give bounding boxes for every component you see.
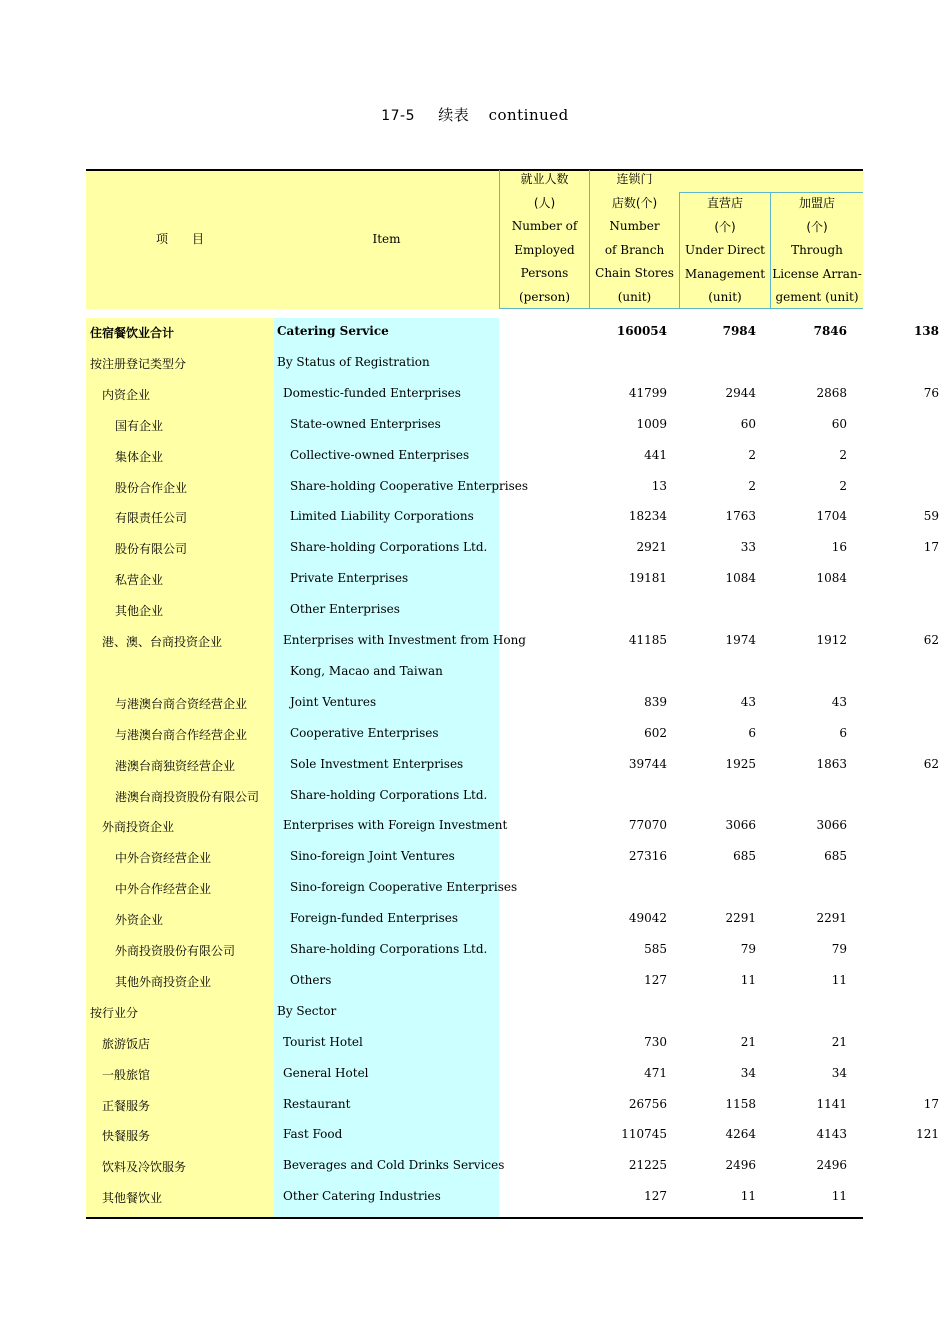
- row-value: 127: [644, 1189, 667, 1204]
- row-label-zh: 旅游饭店: [102, 1036, 151, 1051]
- row-value: 441: [644, 447, 667, 462]
- row-value: 43: [831, 694, 847, 709]
- row-value: 59: [923, 509, 939, 524]
- row-value: 21: [740, 1034, 756, 1049]
- row-label-zh: 其他外商投资企业: [115, 974, 212, 989]
- row-value: 21225: [628, 1158, 667, 1173]
- row-value: 76: [923, 385, 939, 400]
- row-value: 685: [733, 849, 756, 864]
- row-value: 1863: [816, 756, 847, 771]
- bottom-rule: [86, 1217, 863, 1219]
- table-row: [86, 595, 863, 626]
- row-value: 685: [824, 849, 847, 864]
- row-value: 127: [644, 972, 667, 987]
- table-row: [86, 379, 939, 410]
- row-label-en: Share-holding Corporations Ltd.: [290, 942, 488, 956]
- row-label-en: Share-holding Cooperative Enterprises: [290, 478, 529, 493]
- row-value: 16: [831, 540, 847, 555]
- row-value: 2: [839, 478, 847, 493]
- table-row: [86, 317, 939, 348]
- title-en: continued: [488, 106, 569, 124]
- row-label-en: Cooperative Enterprises: [290, 725, 439, 740]
- title-zh: 续表: [438, 106, 470, 124]
- table-row: [86, 1120, 939, 1151]
- row-label-en: Beverages and Cold Drinks Services: [283, 1158, 505, 1173]
- row-label-zh: 中外合资经营企业: [115, 851, 212, 866]
- row-label-zh: 股份有限公司: [115, 542, 188, 557]
- header-item-zh: 项 目: [155, 232, 204, 246]
- row-label-zh: 有限责任公司: [115, 511, 188, 526]
- row-value: 1084: [816, 571, 847, 586]
- row-value: 471: [644, 1065, 667, 1080]
- row-label-en: By Sector: [277, 1003, 337, 1018]
- row-label-en: Joint Ventures: [290, 694, 377, 709]
- row-label-zh: 住宿餐饮业合计: [90, 326, 175, 340]
- row-label-zh: 股份合作企业: [115, 480, 188, 495]
- row-label-zh: 集体企业: [115, 449, 164, 464]
- row-value: 4143: [816, 1127, 847, 1142]
- row-value: 62: [923, 633, 939, 647]
- row-value: 1704: [816, 509, 847, 524]
- table-row: [86, 626, 939, 657]
- header-license-arrangement: 加盟店 (个) Through License Arran- gement (unit): [772, 196, 862, 304]
- row-value: 1912: [816, 633, 847, 647]
- row-value: 2496: [725, 1158, 756, 1173]
- row-value: 18234: [628, 509, 667, 524]
- row-label-zh: 其他企业: [115, 604, 164, 619]
- row-value: 1158: [725, 1096, 756, 1111]
- table-row: [86, 811, 863, 842]
- row-value: 60: [831, 416, 847, 431]
- row-value: 26756: [628, 1096, 667, 1111]
- table-row: [86, 873, 863, 904]
- table-row: [86, 688, 863, 719]
- row-label-zh: 与港澳台商合作经营企业: [115, 727, 248, 742]
- row-value: 49042: [628, 911, 667, 926]
- row-value: 6: [748, 725, 756, 740]
- row-label-en: General Hotel: [283, 1065, 369, 1080]
- table-row: [86, 1151, 863, 1182]
- row-value: 11: [740, 972, 756, 987]
- row-label-zh: 外商投资企业: [102, 820, 175, 835]
- row-value: 7846: [813, 324, 847, 338]
- row-value: 1974: [725, 633, 756, 647]
- table-number: 17-5: [381, 108, 415, 124]
- top-rule: [86, 169, 863, 171]
- table-row: [86, 472, 863, 503]
- row-label-en: Sino-foreign Joint Ventures: [290, 849, 455, 864]
- table-row: [86, 1182, 863, 1213]
- table-row: [86, 904, 863, 935]
- table-row: [86, 750, 939, 781]
- row-label-zh: 港澳台商投资股份有限公司: [115, 789, 260, 804]
- header-direct-management: 直营店 (个) Under Direct Management (unit): [684, 196, 766, 304]
- row-label-en: Fast Food: [283, 1127, 343, 1142]
- row-label-en: Collective-owned Enterprises: [290, 447, 470, 462]
- row-label-zh: 饮料及冷饮服务: [102, 1160, 187, 1175]
- row-value: 2291: [725, 911, 756, 926]
- row-value: 160054: [616, 324, 667, 338]
- row-label-en: Sole Investment Enterprises: [290, 756, 464, 771]
- table-row: [86, 842, 863, 873]
- row-value: 2921: [636, 540, 667, 555]
- row-value: 41185: [628, 633, 667, 647]
- row-label-zh: 外资企业: [115, 913, 164, 928]
- row-label-zh: 按行业分: [90, 1005, 139, 1020]
- row-value: 34: [831, 1065, 847, 1080]
- row-value: 11: [740, 1189, 756, 1204]
- table-row: [86, 533, 939, 564]
- row-value: 730: [644, 1034, 667, 1049]
- row-value: 1009: [636, 416, 667, 431]
- row-value: 3066: [725, 818, 756, 833]
- table-row: [86, 1059, 863, 1090]
- row-value: 2291: [816, 911, 847, 926]
- row-value: 33: [740, 540, 756, 555]
- row-value: 2: [839, 447, 847, 462]
- row-label-en: Other Enterprises: [290, 602, 400, 617]
- row-label-en: Domestic-funded Enterprises: [283, 385, 461, 400]
- row-value: 11: [831, 1189, 847, 1204]
- table-row: [86, 966, 863, 997]
- row-label-zh: 港澳台商独资经营企业: [115, 758, 236, 773]
- row-label-zh: 私营企业: [115, 573, 164, 588]
- table-row: [86, 1090, 939, 1121]
- row-value: 4264: [725, 1127, 756, 1142]
- row-label-en: Limited Liability Corporations: [290, 509, 474, 524]
- row-value: 19181: [628, 571, 667, 586]
- row-value: 585: [644, 942, 667, 956]
- row-value: 2: [748, 478, 756, 493]
- row-label-en: Restaurant: [283, 1096, 351, 1111]
- row-value: 6: [839, 725, 847, 740]
- row-value: 41799: [628, 385, 667, 400]
- table-row: [86, 657, 863, 688]
- row-label-en: State-owned Enterprises: [290, 416, 441, 431]
- row-label-zh: 一般旅馆: [102, 1067, 151, 1082]
- row-label-en: Other Catering Industries: [283, 1189, 441, 1204]
- row-label-en: Kong, Macao and Taiwan: [290, 663, 443, 678]
- table-row: [86, 935, 863, 966]
- row-value: 60: [740, 416, 756, 431]
- table-row: [86, 348, 863, 379]
- table-row: [86, 1028, 863, 1059]
- row-label-en: Others: [290, 972, 332, 987]
- table-row: [86, 502, 939, 533]
- header-branch-chain-stores: 连锁门 店数(个) Number of Branch Chain Stores (unit): [595, 172, 674, 304]
- row-value: 602: [644, 725, 667, 740]
- row-label-zh: 正餐服务: [102, 1098, 151, 1113]
- table-row: [86, 781, 863, 812]
- row-value: 39744: [628, 756, 667, 771]
- table-title: [0, 104, 950, 125]
- row-label-en: Enterprises with Foreign Investment: [283, 818, 508, 833]
- row-value: 27316: [628, 849, 667, 864]
- row-label-en: Foreign-funded Enterprises: [290, 911, 459, 926]
- row-value: 1084: [725, 571, 756, 586]
- row-value: 43: [740, 694, 756, 709]
- row-value: 110745: [621, 1127, 667, 1142]
- row-value: 2944: [725, 385, 756, 400]
- table-row: [86, 719, 863, 750]
- header-employed-persons: 就业人数 (人) Number of Employed Persons (person): [511, 172, 578, 304]
- row-label-en: Sino-foreign Cooperative Enterprises: [290, 880, 518, 895]
- table-row: [86, 997, 863, 1028]
- row-value: 1925: [725, 756, 756, 771]
- table-row: [86, 410, 863, 441]
- row-value: 7984: [722, 324, 756, 338]
- table-row: [86, 441, 863, 472]
- row-value: 1763: [725, 509, 756, 524]
- row-label-zh: 国有企业: [115, 418, 164, 433]
- row-value: 11: [831, 972, 847, 987]
- row-label-zh: 与港澳台商合资经营企业: [115, 696, 248, 711]
- table-row: [86, 564, 863, 595]
- row-value: 2496: [816, 1158, 847, 1173]
- row-value: 1141: [816, 1096, 847, 1111]
- row-value: 62: [923, 756, 939, 771]
- row-value: 34: [740, 1065, 756, 1080]
- row-value: 17: [923, 540, 939, 555]
- row-label-en: Catering Service: [277, 324, 389, 338]
- row-label-zh: 内资企业: [102, 387, 151, 402]
- row-value: 21: [831, 1034, 847, 1049]
- row-label-en: By Status of Registration: [277, 354, 430, 369]
- row-value: 2: [748, 447, 756, 462]
- row-value: 79: [831, 942, 847, 956]
- row-label-zh: 其他餐饮业: [102, 1191, 163, 1206]
- row-value: 3066: [816, 818, 847, 833]
- row-label-zh: 外商投资股份有限公司: [115, 944, 236, 958]
- row-value: 138: [913, 324, 939, 338]
- row-value: 77070: [628, 818, 667, 833]
- row-label-en: Tourist Hotel: [283, 1034, 363, 1049]
- row-value: 121: [916, 1127, 939, 1142]
- row-label-en: Enterprises with Investment from Hong: [283, 633, 526, 647]
- row-label-zh: 快餐服务: [102, 1129, 151, 1144]
- row-value: 2868: [816, 385, 847, 400]
- row-label-en: Share-holding Corporations Ltd.: [290, 787, 488, 802]
- row-label-zh: 中外合作经营企业: [115, 882, 212, 897]
- row-value: 17: [923, 1096, 939, 1111]
- row-label-zh: 港、澳、台商投资企业: [102, 635, 223, 649]
- row-value: 13: [651, 478, 667, 493]
- header-item-en: Item: [372, 232, 401, 246]
- row-label-en: Private Enterprises: [290, 571, 409, 586]
- row-label-en: Share-holding Corporations Ltd.: [290, 540, 488, 555]
- row-label-zh: 按注册登记类型分: [90, 356, 187, 371]
- row-value: 839: [644, 694, 667, 709]
- row-value: 79: [740, 942, 756, 956]
